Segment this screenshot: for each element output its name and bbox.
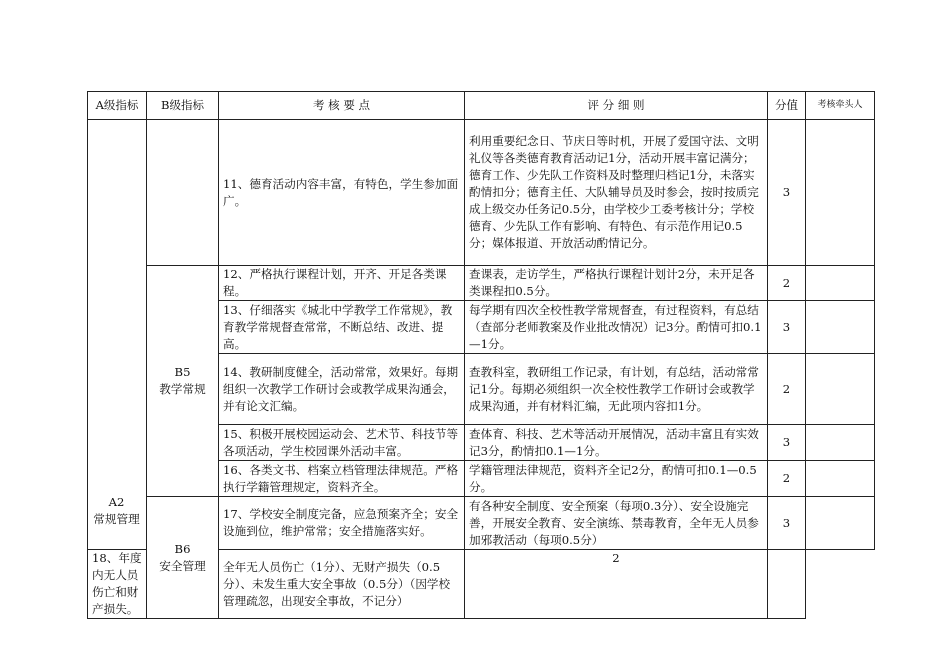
header-key-points: 考 核 要 点	[219, 92, 465, 120]
table-row	[88, 266, 875, 301]
lead-cell	[806, 425, 875, 461]
header-scoring-rules: 评 分 细 则	[465, 92, 768, 120]
b-level-cell-empty	[147, 120, 219, 266]
key-point-cell: 16、各类文书、档案立档管理法律规范。严格执行学籍管理规定，资料齐全。	[219, 461, 465, 497]
b5-group-cell	[147, 266, 219, 497]
b5-code: B5	[174, 365, 191, 379]
score-cell: 2	[465, 550, 768, 619]
key-point-cell: 13、仔细落实《城北中学教学工作常规》，教育教学常规督查常常，不断总结、改进、提高。	[219, 301, 465, 354]
lead-cell	[806, 266, 875, 301]
scoring-rule-cell: 利用重要纪念日、节庆日等时机，开展了爱国守法、文明礼仪等各类德育教育活动记1分，活动开展丰富记满分；德育工作、少先队工作资料及时整理归档记1分，未落实酌情扣分；德育主任、大队辅导员及时参会，按时按质完成上级交办任务记0.5分，由学校少工委考核计分；学校德育、少先队工作有影响、有特色、有示范作用记0.5分；媒体报道、开放活动酌情记分。	[465, 120, 768, 266]
b5-name: 教学常规	[159, 382, 206, 396]
score-cell: 2	[768, 266, 806, 301]
key-point-cell: 12、严格执行课程计划，开齐、开足各类课程。	[219, 266, 465, 301]
score-cell: 2	[768, 354, 806, 425]
score-cell: 3	[768, 497, 806, 550]
b6-name: 安全管理	[159, 558, 206, 573]
evaluation-table	[87, 91, 875, 619]
key-point-cell: 11、德育活动内容丰富，有特色，学生参加面广。	[219, 120, 465, 266]
scoring-rule-cell: 全年无人员伤亡（1分）、无财产损失（0.5分）、未发生重大安全事故（0.5分）（因学校管理疏忽，出现安全事故，不记分）	[219, 550, 465, 619]
header-lead: 考核牵头人	[806, 92, 875, 120]
lead-cell	[806, 497, 875, 550]
header-score: 分值	[768, 92, 806, 120]
table-row	[88, 120, 875, 266]
b6-group-cell	[147, 497, 219, 619]
lead-cell	[806, 301, 875, 354]
key-point-cell: 18、年度内无人员伤亡和财产损失。	[88, 550, 147, 619]
table-header-row	[88, 92, 875, 120]
scoring-rule-cell: 查课表，走访学生，严格执行课程计划计2分，未开足各类课程扣0.5分。	[465, 266, 768, 301]
key-point-cell: 15、积极开展校园运动会、艺术节、科技节等各项活动，学生校园课外活动丰富。	[219, 425, 465, 461]
table-row	[88, 497, 875, 550]
a-level-cell-empty	[88, 120, 147, 550]
header-a-level: A级指标	[88, 92, 147, 120]
score-cell: 2	[768, 461, 806, 497]
lead-cell	[806, 461, 875, 497]
score-cell: 3	[768, 425, 806, 461]
key-point-cell: 14、教研制度健全，活动常常，效果好。每期组织一次教学工作研讨会或教学成果沟通会，并有论文汇编。	[219, 354, 465, 425]
b6-code: B6	[174, 541, 191, 556]
score-cell: 3	[768, 301, 806, 354]
a2-name: 常规管理	[93, 512, 140, 526]
lead-cell	[806, 354, 875, 425]
header-b-level: B级指标	[147, 92, 219, 120]
lead-cell	[768, 550, 806, 619]
score-cell: 3	[768, 120, 806, 266]
scoring-rule-cell: 查教科室，教研组工作记录，有计划，有总结，活动常常记1分。每期必须组织一次全校性教学工作研讨会或教学成果沟通，并有材料汇编，无此项内容扣1分。	[465, 354, 768, 425]
a2-group-label	[87, 494, 146, 528]
scoring-rule-cell: 每学期有四次全校性教学常规督查，有过程资料，有总结（查部分老师教案及作业批改情况）记3分。酌情可扣0.1—1分。	[465, 301, 768, 354]
a2-code: A2	[108, 495, 125, 509]
scoring-rule-cell: 有各种安全制度、安全预案（每项0.3分）、安全设施完善，开展安全教育、安全演练、禁毒教育，全年无人员参加邪教活动（每项0.5分）	[465, 497, 768, 550]
scoring-rule-cell: 学籍管理法律规范，资料齐全记2分，酌情可扣0.1—0.5分。	[465, 461, 768, 497]
lead-cell	[806, 120, 875, 266]
scoring-rule-cell: 查体育、科技、艺术等活动开展情况，活动丰富且有实效记3分，酌情扣0.1—1分。	[465, 425, 768, 461]
key-point-cell: 17、学校安全制度完备，应急预案齐全；安全设施到位，维护常常；安全措施落实好。	[219, 497, 465, 550]
